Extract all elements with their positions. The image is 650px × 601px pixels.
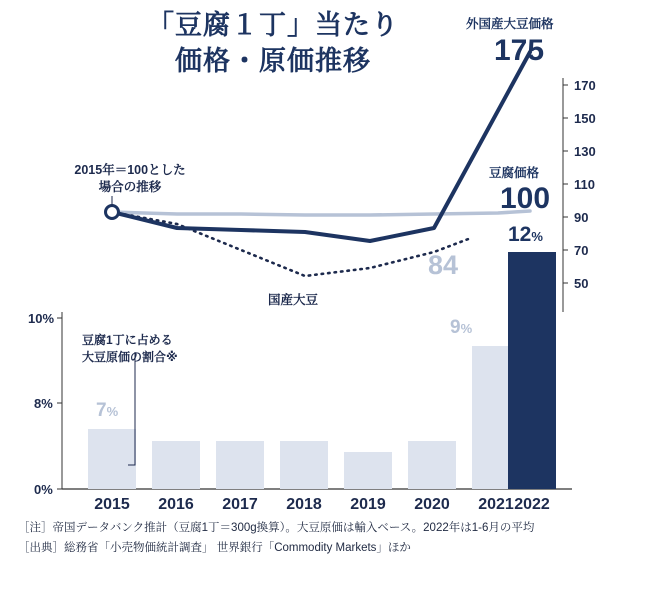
xtick-2021: 2021 <box>478 496 514 513</box>
page-title-line2: 価格・原価推移 <box>175 45 371 76</box>
bar-2016 <box>152 441 200 489</box>
line-chart-y-axis <box>563 78 596 312</box>
bar-2015 <box>88 429 136 489</box>
ytick-110: 110 <box>574 177 595 192</box>
bar-label-2015 <box>96 400 118 422</box>
xtick-2019: 2019 <box>350 496 386 513</box>
annotation-soy-cost-ratio-line2: 大豆原価の割合※ <box>82 349 178 364</box>
xtick-2017: 2017 <box>222 496 258 513</box>
label-domestic-soy: 国産大豆 <box>268 293 319 307</box>
xtick-2015: 2015 <box>94 496 130 513</box>
bar-label-2022-unit: % <box>531 229 543 244</box>
bar-x-axis-labels <box>94 496 550 513</box>
bar-label-2015-unit: % <box>106 404 119 419</box>
footnote-note: ［注］帝国データバンク推計（豆腐1丁＝300g換算）。大豆原価は輸入ベース。2022年は1-6月の平均 <box>18 522 535 534</box>
ytick-50: 50 <box>574 276 589 291</box>
ytick-90: 90 <box>574 210 589 225</box>
label-foreign-soy-price: 外国産大豆価格 <box>466 17 554 31</box>
footnote-source: ［出典］総務省「小売物価統計調査」 世界銀行「Commodity Markets」ほか <box>18 542 411 555</box>
bar-ytick-8: 8% <box>34 396 53 411</box>
annotation-base-year <box>50 162 210 196</box>
xtick-2022: 2022 <box>514 496 550 513</box>
page-title-line1: 「豆腐１丁」当たり <box>147 10 399 40</box>
series-start-marker <box>106 206 119 219</box>
xtick-2020: 2020 <box>414 496 450 513</box>
ytick-150: 150 <box>574 111 596 126</box>
bar-2022 <box>508 252 556 489</box>
bar-2018 <box>280 441 328 489</box>
value-tofu-price: 100 <box>500 182 551 215</box>
footnote <box>18 518 638 558</box>
value-domestic-soy: 84 <box>428 250 459 280</box>
xtick-2018: 2018 <box>286 496 322 513</box>
label-tofu-price: 豆腐価格 <box>489 166 540 180</box>
annotation-soy-cost-ratio <box>82 332 178 366</box>
bar-2020 <box>408 441 456 489</box>
annotation-base-year-line2: 場合の推移 <box>98 179 162 194</box>
bar-label-2021 <box>450 317 472 339</box>
xtick-2016: 2016 <box>158 496 194 513</box>
bar-2017 <box>216 441 264 489</box>
ytick-70: 70 <box>574 243 589 258</box>
ytick-130: 130 <box>574 144 596 159</box>
series-tofu-price-line <box>112 211 530 215</box>
bar-label-2021-value: 9 <box>450 317 461 338</box>
bar-label-2022 <box>508 223 543 247</box>
bar-label-2022-value: 12 <box>508 223 532 246</box>
annotation-soy-cost-ratio-line1: 豆腐1丁に占める <box>82 333 173 347</box>
series-domestic-soy-line <box>112 212 471 276</box>
annotation-base-year-line1: 2015年＝100とした <box>74 163 186 177</box>
bar-2019 <box>344 452 392 489</box>
bar-ytick-0: 0% <box>34 482 53 497</box>
value-foreign-soy-price: 175 <box>494 34 545 67</box>
ytick-170: 170 <box>574 78 596 93</box>
bar-label-2015-value: 7 <box>96 400 107 421</box>
bar-series <box>88 252 556 489</box>
bar-ytick-10: 10% <box>28 311 55 326</box>
bar-label-2021-unit: % <box>460 321 473 336</box>
